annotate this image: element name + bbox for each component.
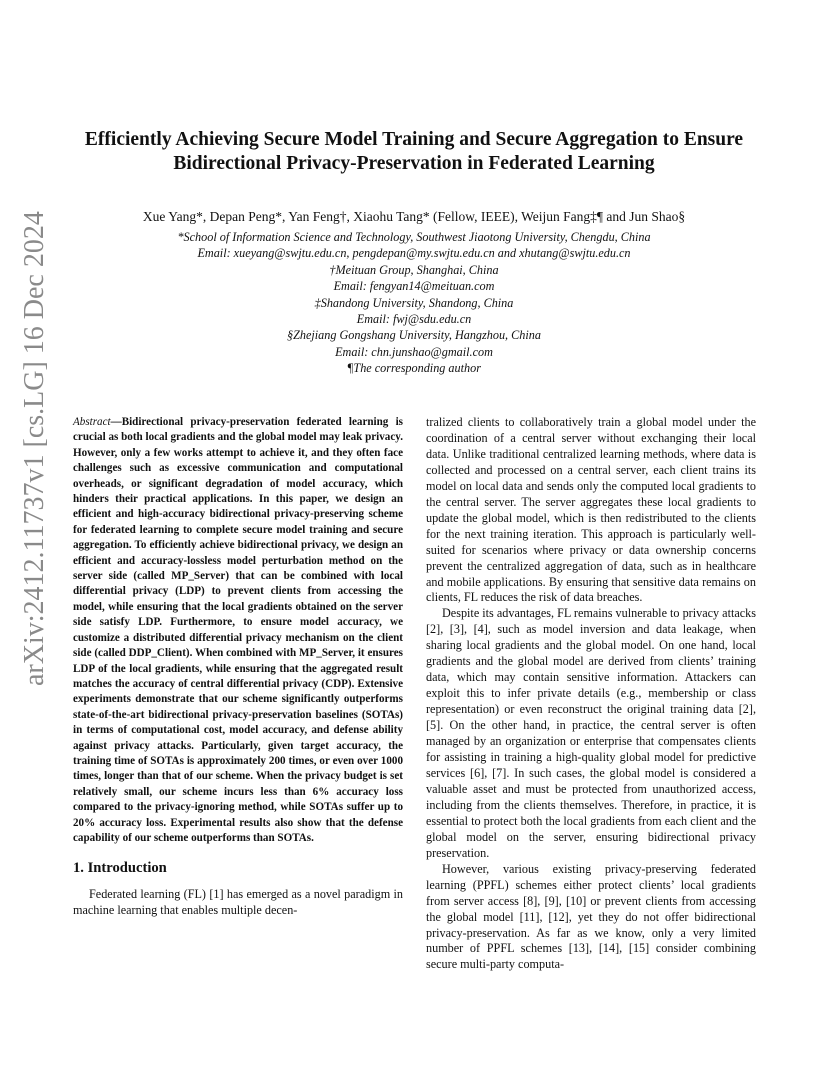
affiliation-line: §Zhejiang Gongshang University, Hangzhou, China: [287, 328, 541, 343]
affiliation-line: Email: fengyan14@meituan.com: [333, 279, 495, 294]
affiliations: [60, 229, 768, 377]
section-heading-introduction: 1. Introduction: [73, 860, 167, 877]
affiliation-line: ‡Shandong University, Shandong, China: [314, 295, 514, 310]
author-list: Xue Yang*, Depan Peng*, Yan Feng†, Xiaohu Tang* (Fellow, IEEE), Weijun Fang‡¶ and Jun Shao§: [142, 209, 686, 224]
affiliation-line: Email: fwj@sdu.edu.cn: [356, 312, 472, 327]
abstract-text: —Bidirectional privacy-preservation federated learning is crucial as both local gradients and the global model may leak privacy. However, only a few works attempt to achieve it, and they often face challenges such as excessive communication and computational overheads, or significant degradation of model accuracy, which hinders their practical applications. In this paper, we design an efficient and high-accuracy bidirectional privacy-preserving scheme for federated learning to complete secure model training and secure aggregation. To efficiently achieve bidirectional privacy, we design an efficient and accuracy-lossless model perturbation method on the server side (called MP_Server) that can be combined with local differential privacy (LDP) to prevent clients from accessing the model, while ensuring that the local gradients obtained on the server side satisfy LDP. Furthermore, to ensure model accuracy, we customize a distributed differential privacy mechanism on the client side (called DDP_Client). When combined with MP_Server, it ensures LDP of the local gradients, while ensuring that the aggregated result matches the accuracy of central differential privacy (CDP). Extensive experiments demonstrate that our scheme significantly outperforms state-of-the-art bidirectional privacy-preservation baselines (SOTAs) in terms of computational cost, model accuracy, and defense ability against privacy attacks. Particularly, given target accuracy, the training time of SOTAs is approximately 200 times, or even over 1000 times, longer than that of our scheme. When the privacy budget is set relatively small, our scheme incurs less than 6% accuracy loss compared to the privacy-ignoring method, while SOTAs suffer up to 20% accuracy loss. Experimental results also show that the defense capability of our scheme outperforms than SOTAs.: [73, 416, 403, 844]
affiliation-line: Email: xueyang@swjtu.edu.cn, pengdepan@my.swjtu.edu.cn and xhutang@swjtu.edu.cn: [197, 246, 631, 261]
title-line-2: Bidirectional Privacy-Preservation in Federated Learning: [173, 153, 655, 174]
intro-paragraph-1: Federated learning (FL) [1] has emerged as a novel paradigm in machine learning that enables multiple decen-: [73, 887, 403, 918]
abstract-label: Abstract: [73, 416, 111, 428]
affiliation-line: *School of Information Science and Technology, Southwest Jiaotong University, Chengdu, China: [177, 230, 651, 244]
intro-paragraph-1-continued: tralized clients to collaboratively train a global model under the coordination of a central server without exchanging their local data. Unlike traditional centralized learning methods, where data is collected and processed on a central server, each client trains its model on local data and sends only the computed local gradients to the central server. The server aggregates these local gradients to update the global model, which is then redistributed to the clients for the next training iteration. This approach is particularly well-suited for scenarios where privacy or data ownership concerns prevent the centralized aggregation of data, such as in healthcare and mobile applications. By ensuring that sensitive data remains on clients, FL reduces the risk of data breaches.: [426, 415, 756, 605]
intro-paragraph-2: Despite its advantages, FL remains vulnerable to privacy attacks [2], [3], [4], such as model inversion and data leakage, when sharing local gradients and the global model. On one hand, local gradients and the global model are derived from clients’ training data, which may contain sensitive information. Attackers can exploit this to infer private details (e.g., membership or class representation) or even reconstruct the original training data [2], [5]. On the other hand, in practice, the central server is often managed by an organization or enterprise that compensates clients for assisting in training a high-quality global model for predictive services [6], [7]. In such cases, the global model is considered a valuable asset and must be protected from unauthorized access, including from the clients themselves. Therefore, in practice, it is essential to protect both the local gradients from each client and the global model on the server, ensuring bidirectional privacy preservation.: [426, 606, 756, 860]
paper-title: [60, 128, 768, 176]
arxiv-identifier: [19, 211, 50, 686]
arxiv-identifier-text: arXiv:2412.11737v1 [cs.LG] 16 Dec 2024: [19, 211, 50, 686]
left-column: [73, 415, 403, 919]
right-column: [426, 415, 756, 973]
abstract: [73, 415, 403, 846]
title-line-1: Efficiently Achieving Secure Model Training and Secure Aggregation to Ensure: [84, 129, 744, 150]
affiliation-line: †Meituan Group, Shanghai, China: [329, 262, 499, 277]
affiliation-line: ¶The corresponding author: [347, 361, 481, 376]
affiliation-line: Email: chn.junshao@gmail.com: [335, 344, 493, 359]
intro-paragraph-3: However, various existing privacy-preserving federated learning (PPFL) schemes either protect clients’ local gradients from server access [8], [9], [10] or prevent clients from accessing the global model [11], [12], yet they do not offer bidirectional privacy-preservation. As far as we know, only a very limited number of PPFL schemes [13], [14], [15] consider combining secure multi-party computa-: [426, 861, 756, 972]
